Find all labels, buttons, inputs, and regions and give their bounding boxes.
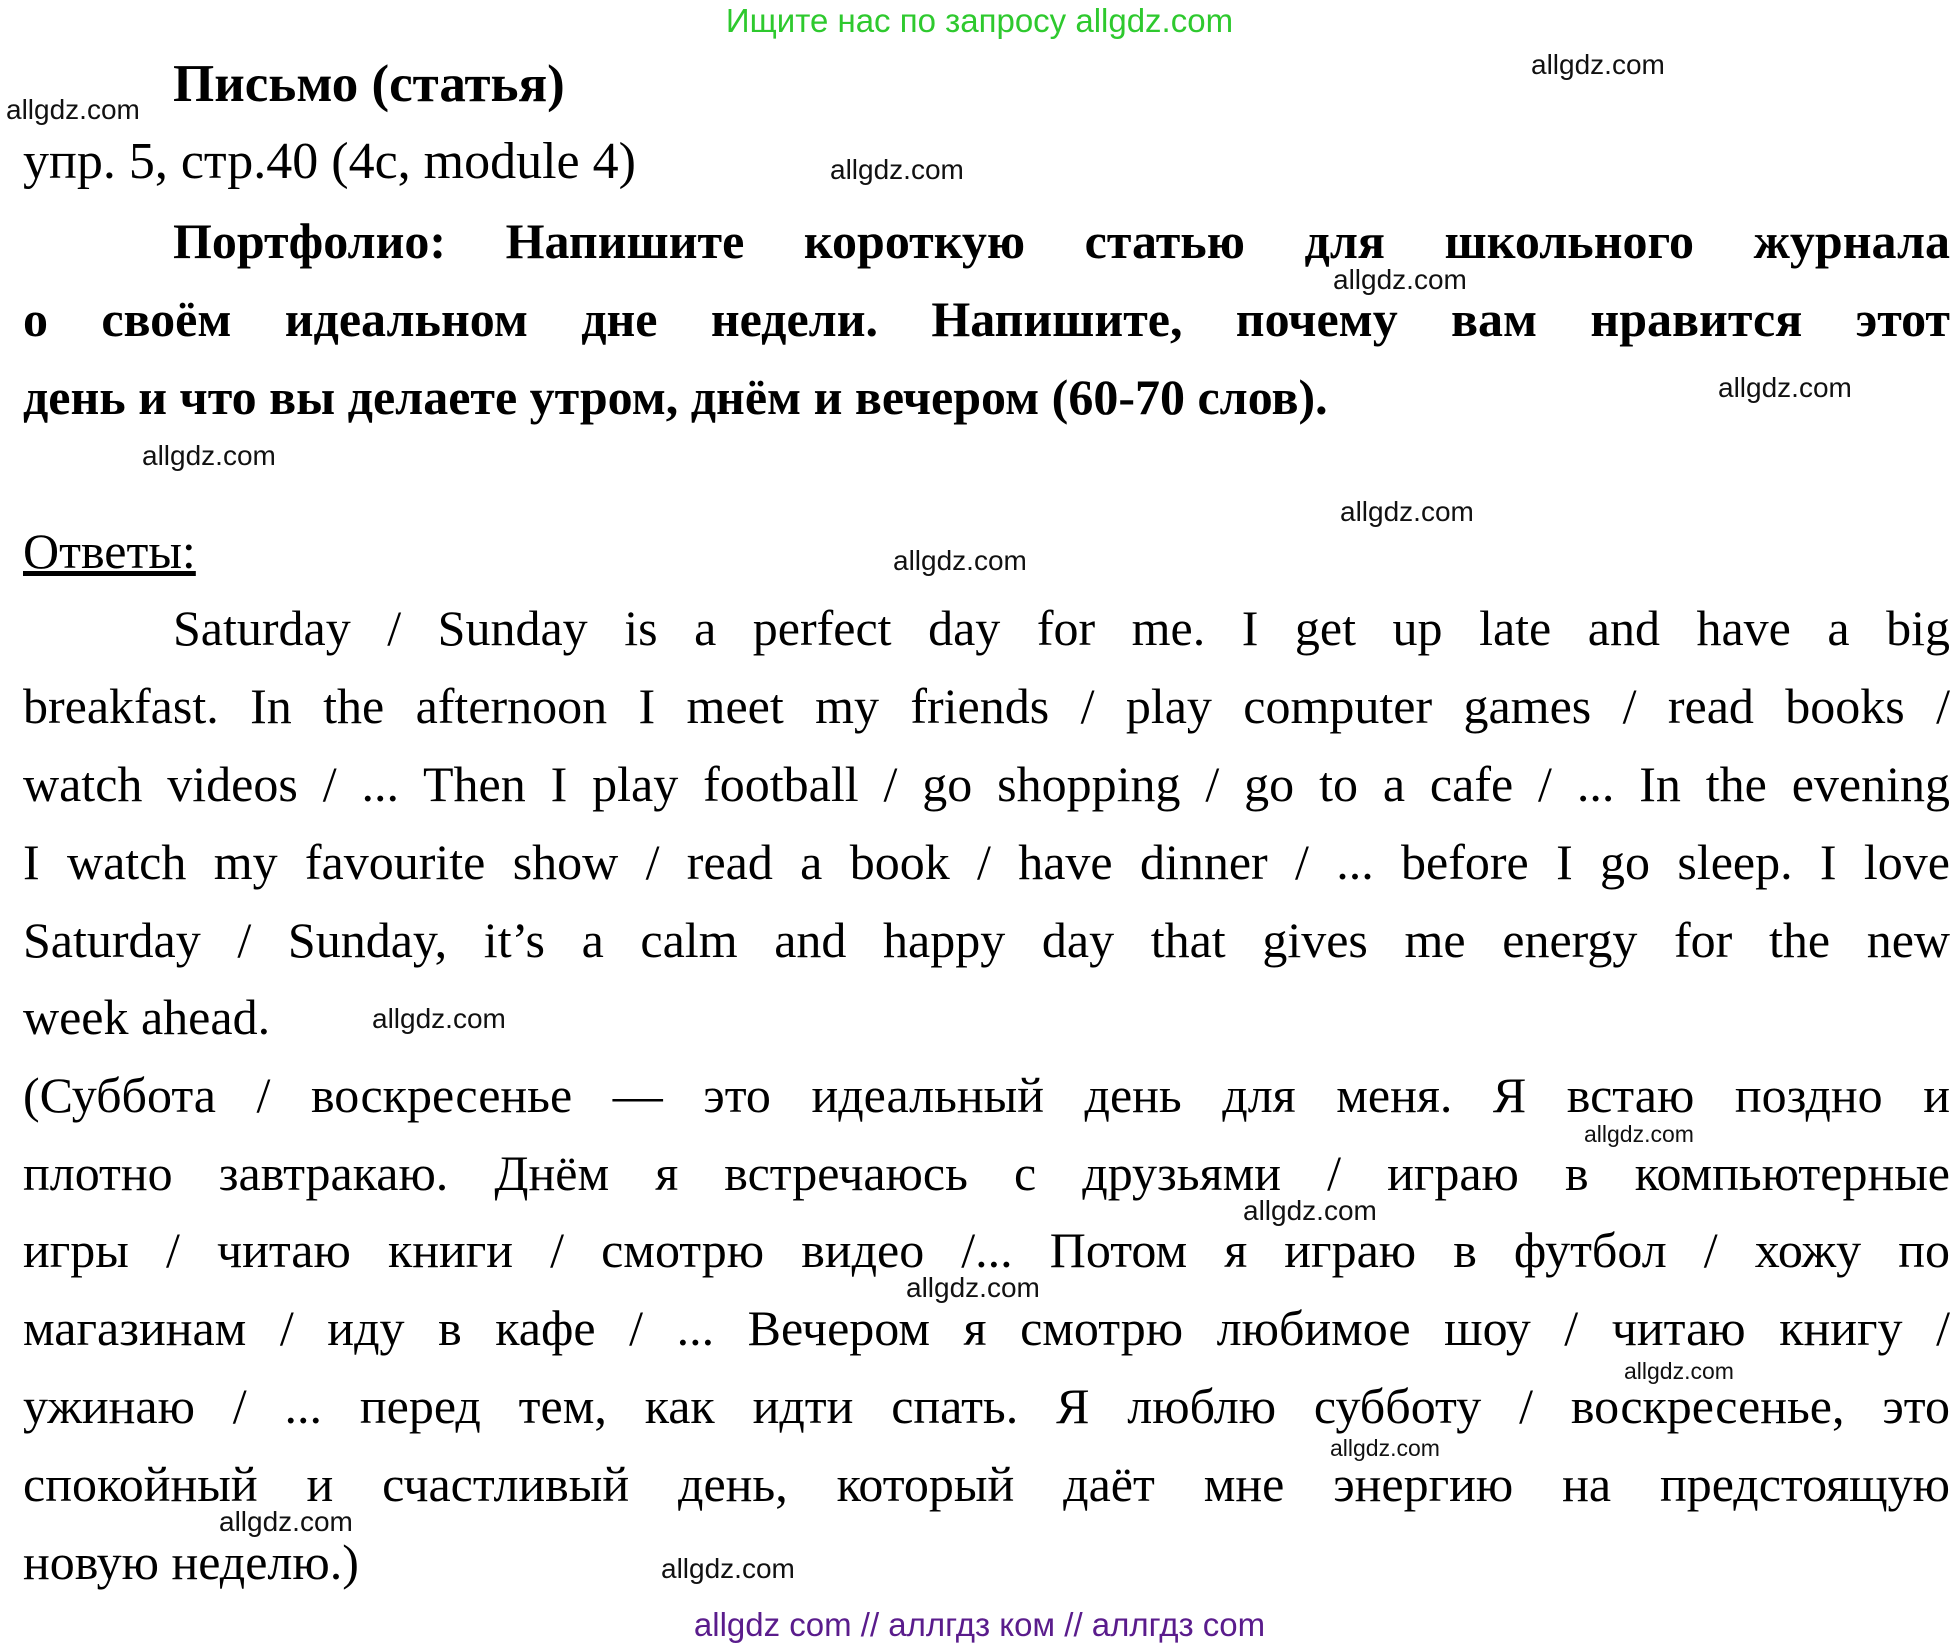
watermark: allgdz.com [1624,1358,1734,1384]
answers-heading: Ответы: [23,523,196,579]
russian-line: магазинам / иду в кафе / ... Вечером я смотрю любимое шоу / читаю книгу / [23,1300,1950,1356]
footer-links: allgdz com // аллгдз ком // аллгдз com [693,1606,1266,1643]
watermark: allgdz.com [372,1003,506,1034]
russian-line: (Суббота / воскресенье — это идеальный день для меня. Я встаю поздно и [23,1067,1950,1123]
search-banner: Ищите нас по запросу allgdz.com [725,2,1234,39]
russian-line: плотно завтракаю. Днём я встречаюсь с друзьями / играю в компьютерные [23,1145,1950,1201]
watermark: allgdz.com [6,94,140,125]
task-line: день и что вы делаете утром, днём и вечером (60-70 слов). [23,369,1328,425]
watermark: allgdz.com [830,154,964,185]
watermark: allgdz.com [1340,496,1474,527]
watermark: allgdz.com [1243,1195,1377,1226]
watermark: allgdz.com [661,1553,795,1584]
watermark: allgdz.com [1333,264,1467,295]
task-line: Портфолио: Напишите короткую статью для школьного журнала [173,213,1950,269]
russian-line: новую неделю.) [23,1534,359,1590]
watermark: allgdz.com [893,545,1027,576]
watermark: allgdz.com [1330,1435,1440,1461]
russian-line: спокойный и счастливый день, который даёт мне энергию на предстоящую [23,1456,1950,1512]
page-title: Письмо (статья) [173,55,565,113]
english-line: Saturday / Sunday is a perfect day for me. I get up late and have a big [173,600,1950,656]
task-line: о своём идеальном дне недели. Напишите, почему вам нравится этот [23,291,1950,347]
watermark: allgdz.com [1718,372,1852,403]
russian-line: ужинаю / ... перед тем, как идти спать. Я люблю субботу / воскресенье, это [23,1378,1950,1434]
watermark: allgdz.com [1531,49,1665,80]
english-line: I watch my favourite show / read a book / have dinner / ... before I go sleep. I love [23,834,1950,890]
watermark: allgdz.com [906,1272,1040,1303]
watermark: allgdz.com [142,440,276,471]
english-line: breakfast. In the afternoon I meet my friends / play computer games / read books / [23,678,1950,734]
watermark: allgdz.com [219,1506,353,1537]
russian-line: игры / читаю книги / смотрю видео /... Потом я играю в футбол / хожу по [23,1222,1950,1278]
english-line: watch videos / ... Then I play football / go shopping / go to a cafe / ... In the evening [23,756,1950,812]
english-line: week ahead. [23,989,271,1045]
english-line: Saturday / Sunday, it’s a calm and happy day that gives me energy for the new [23,912,1950,968]
exercise-reference: упр. 5, стр.40 (4c, module 4) [23,133,636,190]
watermark: allgdz.com [1584,1121,1694,1147]
